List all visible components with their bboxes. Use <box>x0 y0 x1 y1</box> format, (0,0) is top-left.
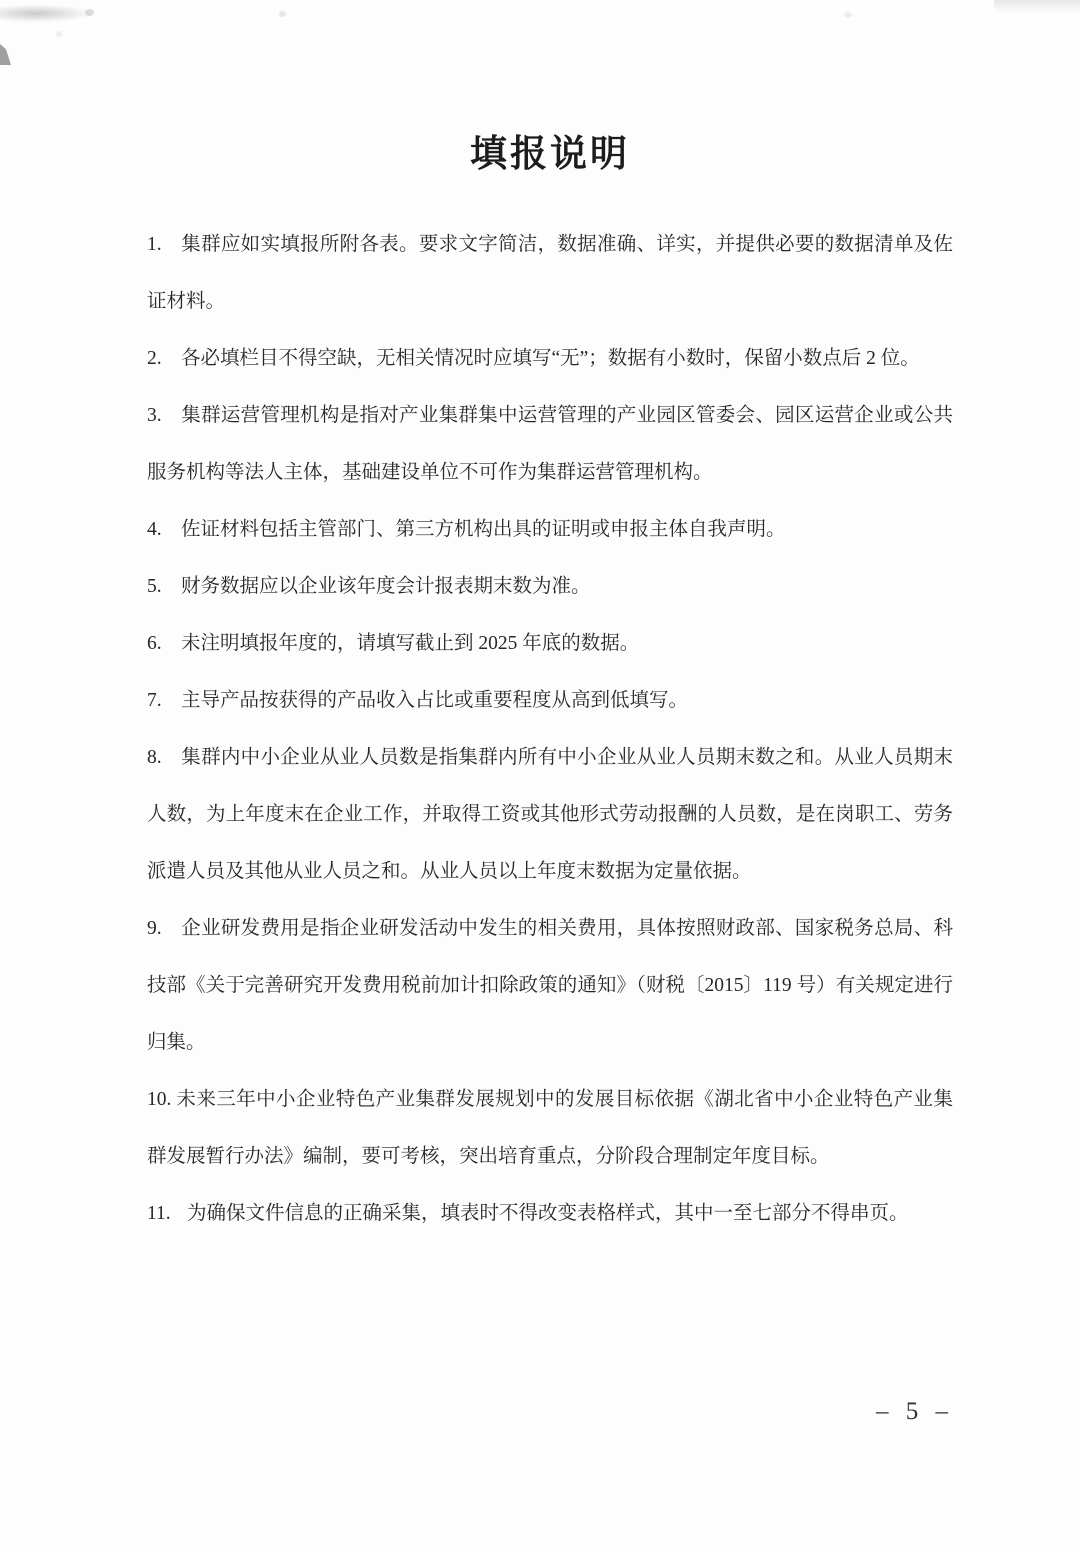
instruction-item <box>147 387 953 501</box>
instruction-item <box>147 900 953 1071</box>
instruction-item <box>147 615 953 672</box>
item-text: 财务数据应以企业该年度会计报表期末数为准。 <box>181 576 591 597</box>
page-title: 填报说明 <box>470 133 630 174</box>
item-text: 主导产品按获得的产品收入占比或重要程度从高到低填写。 <box>181 690 689 711</box>
item-number: 1. <box>147 234 162 255</box>
item-number: 4. <box>147 519 162 540</box>
scan-smudge <box>0 5 90 22</box>
item-text: 集群应如实填报所附各表。要求文字简洁，数据准确、详实，并提供必要的数据清单及佐证材料。 <box>147 234 953 312</box>
item-number: 7. <box>147 690 162 711</box>
item-number: 3. <box>147 405 162 426</box>
item-number: 11. <box>147 1203 171 1224</box>
scan-mark <box>0 44 11 65</box>
item-text: 集群内中小企业从业人员数是指集群内所有中小企业从业人员期末数之和。从业人员期末人数，为上年度末在企业工作，并取得工资或其他形式劳动报酬的人员数，是在岗职工、劳务派遣人员及其他从业人员之和。从业人员以上年度末数据为定量依据。 <box>147 747 953 882</box>
instruction-item <box>147 1071 953 1185</box>
scan-dot <box>279 11 286 17</box>
item-text: 为确保文件信息的正确采集，填表时不得改变表格样式，其中一至七部分不得串页。 <box>187 1203 909 1224</box>
instruction-item <box>147 558 953 615</box>
instruction-item <box>147 330 953 387</box>
page-number: – 5 – <box>876 1398 948 1425</box>
item-text: 集群运营管理机构是指对产业集群集中运营管理的产业园区管委会、园区运营企业或公共服务机构等法人主体，基础建设单位不可作为集群运营管理机构。 <box>147 405 953 483</box>
scan-dot <box>56 31 62 37</box>
item-text: 未注明填报年度的，请填写截止到 2025 年底的数据。 <box>181 633 640 654</box>
item-number: 8. <box>147 747 162 768</box>
scan-smudge <box>994 0 1080 13</box>
item-text: 各必填栏目不得空缺，无相关情况时应填写“无”；数据有小数时，保留小数点后 2 位。 <box>181 348 920 369</box>
scan-dot <box>844 12 852 18</box>
instruction-item <box>147 1185 953 1242</box>
item-text: 企业研发费用是指企业研发活动中发生的相关费用，具体按照财政部、国家税务总局、科技部《关于完善研究开发费用税前加计扣除政策的通知》（财税〔2015〕119 号）有关规定进行归集。 <box>147 918 953 1053</box>
item-text: 佐证材料包括主管部门、第三方机构出具的证明或申报主体自我声明。 <box>181 519 786 540</box>
item-number: 2. <box>147 348 162 369</box>
instruction-item <box>147 216 953 330</box>
instructions-list <box>147 216 953 1242</box>
item-number: 9. <box>147 918 162 939</box>
item-number: 5. <box>147 576 162 597</box>
instruction-item <box>147 672 953 729</box>
item-number: 6. <box>147 633 162 654</box>
instruction-item <box>147 501 953 558</box>
item-text: 未来三年中小企业特色产业集群发展规划中的发展目标依据《湖北省中小企业特色产业集群发展暂行办法》编制，要可考核，突出培育重点，分阶段合理制定年度目标。 <box>147 1089 953 1167</box>
item-number: 10. <box>147 1089 172 1110</box>
instruction-item <box>147 729 953 900</box>
scan-dot <box>85 9 94 16</box>
